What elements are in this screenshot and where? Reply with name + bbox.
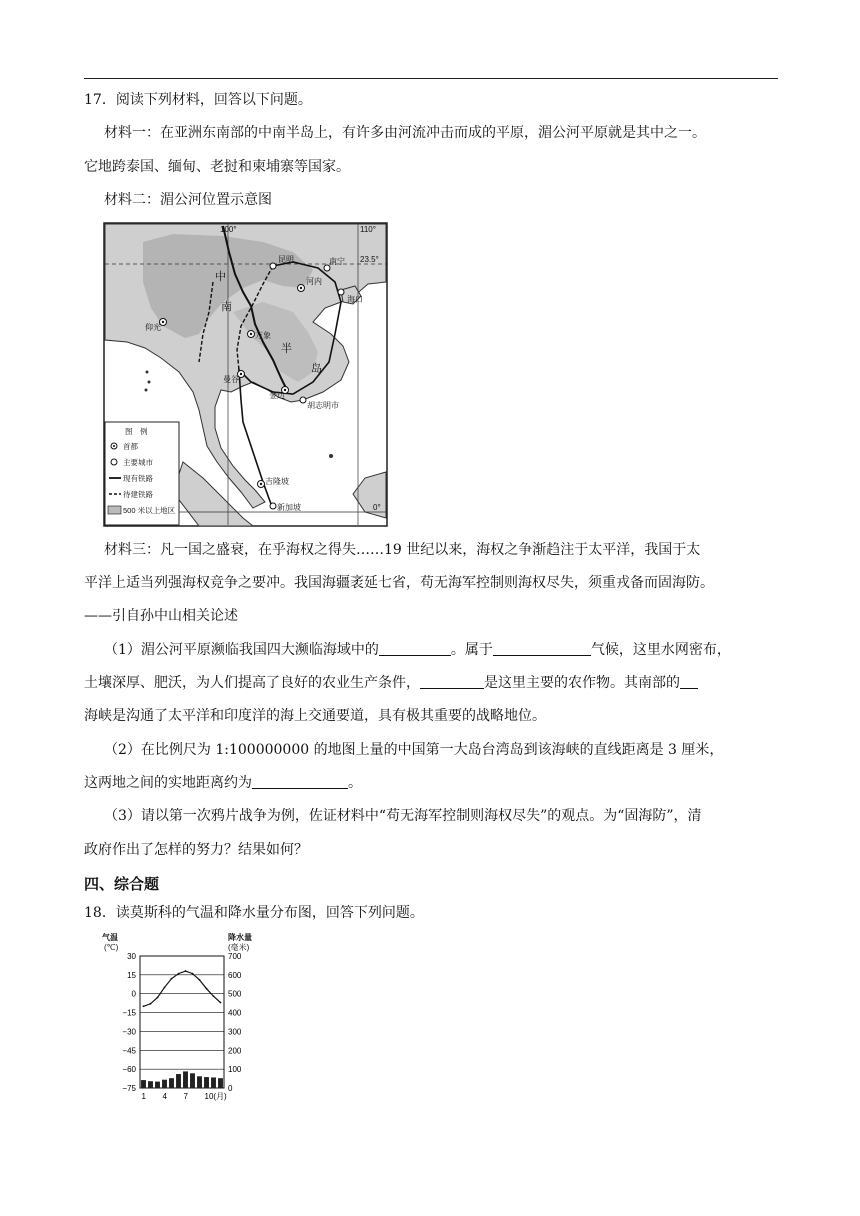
map-legend — [105, 422, 179, 525]
right-tick-label: 200 — [228, 1046, 242, 1056]
right-tick-label: 500 — [228, 989, 242, 999]
material-3-line1: 材料三：凡一国之盛衰，在乎海权之得失……19 世纪以来，海权之争渐趋注于太平洋，我国于太 — [104, 542, 701, 558]
q18-stem: 18．读莫斯科的气温和降水量分布图，回答下列问题。 — [84, 905, 424, 921]
part-1-text-d: 土壤深厚、肥沃，为人们提高了良好的农业生产条件， — [84, 675, 420, 691]
temperature-point — [157, 997, 159, 999]
part-1-line2 — [84, 673, 784, 693]
blank-sea[interactable] — [379, 641, 451, 656]
left-tick-label: 0 — [131, 989, 136, 999]
precip-bar — [176, 1074, 181, 1088]
material-1-line2: 它地跨泰国、缅甸、老挝和柬埔寨等国家。 — [84, 159, 350, 175]
section-heading: 四、综合题 — [84, 875, 160, 893]
temperature-point — [143, 1005, 145, 1007]
map-label-nan: 南 — [221, 301, 232, 313]
temperature-point — [199, 979, 201, 981]
material-1-line1: 材料一：在亚洲东南部的中南半岛上，有许多由河流冲击而成的平原，湄公河平原就是其中之一。 — [104, 125, 706, 141]
map-label-lon100: 100° — [220, 225, 237, 234]
temperature-point — [220, 1002, 222, 1004]
map-label-haikou: 海口 — [347, 295, 363, 304]
map-label-lat0: 0° — [373, 503, 381, 512]
precip-bar — [141, 1080, 146, 1088]
map-label-lat23: 23.5° — [360, 255, 379, 264]
material-2-caption: 材料二：湄公河位置示意图 — [104, 192, 272, 208]
temperature-point — [171, 978, 173, 980]
left-tick-label: −60 — [122, 1065, 136, 1075]
right-tick-label: 100 — [228, 1065, 242, 1075]
part-3-line1: （3）请以第一次鸦片战争为例，佐证材料中“苟无海军控制则海权尽失”的观点。为“固海防”，清 — [104, 808, 702, 824]
temperature-point — [213, 995, 215, 997]
precip-bar — [169, 1078, 174, 1088]
left-tick-label: −75 — [122, 1084, 136, 1093]
moscow-climate-chart — [100, 930, 290, 1102]
part-2-line1: （2）在比例尺为 1:100000000 的地图上量的中国第一大岛台湾岛到该海峡的直线距离是 3 厘米， — [104, 742, 724, 758]
part-1-text-e: 是这里主要的农作物。其南部的 — [484, 675, 680, 691]
temperature-point — [150, 1003, 152, 1005]
legend-city: 主要城市 — [123, 458, 153, 467]
part-2-line2 — [84, 773, 784, 793]
part-2-text-b: 这两地之间的实地距离约为 — [84, 775, 252, 791]
right-tick-label: 700 — [228, 952, 242, 961]
precip-bar — [211, 1077, 216, 1088]
temperature-point — [185, 970, 187, 972]
map-label-kunming: 昆明 — [278, 255, 294, 264]
map-label-dao: 岛 — [311, 363, 322, 375]
legend-planned: 待建铁路 — [123, 490, 153, 499]
right-axis-unit: (毫米) — [228, 943, 250, 952]
q17-stem: 17．阅读下列材料，回答以下问题。 — [84, 92, 312, 108]
plot-frame — [140, 956, 224, 1088]
temperature-point — [178, 973, 180, 975]
left-axis-title: 气温 — [102, 933, 118, 942]
map-label-zhong: 中 — [215, 271, 226, 283]
left-tick-label: −15 — [122, 1008, 136, 1018]
precip-bar — [197, 1076, 202, 1088]
left-tick-label: −30 — [122, 1027, 136, 1037]
temperature-point — [164, 987, 166, 989]
temperature-point — [192, 973, 194, 975]
right-tick-label: 400 — [228, 1008, 242, 1018]
left-axis-unit: (℃) — [104, 943, 119, 952]
map-label-ban: 半 — [281, 343, 292, 355]
part-1-line1 — [104, 640, 804, 660]
precip-bar — [155, 1082, 160, 1088]
blank-distance[interactable] — [252, 774, 348, 789]
map-label-nanning: 南宁 — [329, 257, 345, 266]
right-tick-label: 600 — [228, 970, 242, 980]
map-label-wanxiang: 万象 — [255, 331, 271, 340]
x-tick-label: 4 — [162, 1092, 167, 1101]
precip-bar — [204, 1077, 209, 1088]
blank-climate[interactable] — [493, 641, 591, 656]
precip-bar — [190, 1073, 195, 1088]
map-label-xjp: 新加坡 — [277, 503, 301, 512]
legend-capital: 首都 — [123, 442, 138, 451]
material-3-source: ——引自孙中山相关论述 — [84, 608, 238, 624]
top-rule — [84, 78, 778, 79]
legend-railway: 现有铁路 — [123, 474, 153, 483]
map-label-jlp: 吉隆坡 — [265, 477, 289, 486]
temperature-point — [206, 988, 208, 990]
part-1-text-a: （1）湄公河平原濒临我国四大濒临海域中的 — [104, 642, 379, 658]
legend-highland: 500 米以上地区 — [123, 506, 176, 515]
map-label-yangguang: 仰光 — [145, 323, 161, 332]
precip-bar — [162, 1080, 167, 1088]
material-3-line2: 平洋上适当列强海权竞争之要冲。我国海疆袤延七省，苟无海军控制则海权尽失，须重戎备而固海防。 — [84, 575, 714, 591]
part-3-line2: 政府作出了怎样的努力？结果如何？ — [84, 842, 308, 858]
blank-crop[interactable] — [420, 674, 484, 689]
precip-bar — [183, 1071, 188, 1088]
part-1-text-b: 。属于 — [450, 642, 493, 658]
precip-bar — [148, 1081, 153, 1088]
blank-strait[interactable] — [680, 674, 698, 689]
x-tick-label: 7 — [183, 1092, 188, 1101]
right-tick-label: 0 — [228, 1084, 233, 1093]
x-tick-label: 10(月) — [204, 1092, 227, 1101]
map-label-mangu: 曼谷 — [223, 375, 239, 384]
x-tick-label: 1 — [141, 1092, 146, 1101]
right-tick-label: 300 — [228, 1027, 242, 1037]
map-label-hanoi: 河内 — [306, 277, 322, 286]
map-label-hzm: 胡志明市 — [307, 401, 339, 410]
part-1-line3: 海峡是沟通了太平洋和印度洋的海上交通要道，具有极其重要的战略地位。 — [84, 708, 546, 724]
part-1-text-c: 气候，这里水网密布， — [590, 642, 731, 658]
precip-bar — [218, 1078, 223, 1088]
map-label-lon110: 110° — [360, 225, 376, 234]
left-tick-label: −45 — [122, 1046, 136, 1056]
map-label-jinbian: 金边 — [269, 391, 285, 400]
legend-title: 图 例 — [125, 427, 148, 436]
left-tick-label: 30 — [127, 952, 136, 961]
mekong-map — [103, 222, 388, 527]
part-2-text-c: 。 — [348, 775, 362, 791]
left-tick-label: 15 — [127, 970, 136, 980]
right-axis-title: 降水量 — [228, 933, 252, 942]
